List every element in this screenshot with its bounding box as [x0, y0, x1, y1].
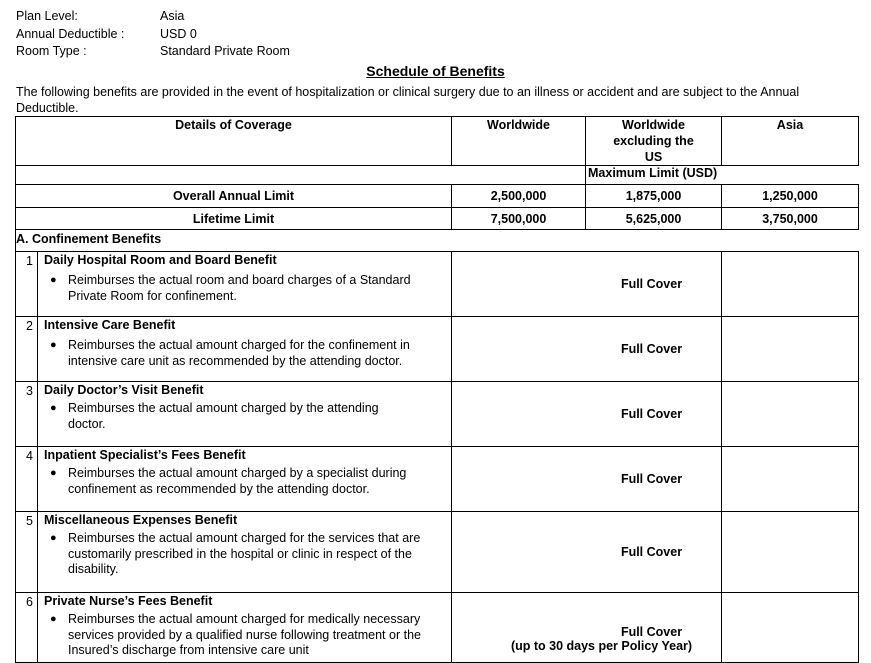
benefit-number: 4 [16, 447, 38, 512]
header-asia: Asia [722, 117, 859, 166]
benefit-cover: Full Cover [620, 625, 683, 639]
document-title: Schedule of Benefits [366, 63, 505, 79]
benefit-name: Private Nurse’s Fees Benefit [44, 594, 213, 608]
benefit-description: Reimburses the actual amount charged for the services that are customarily prescribed in the hospital or clinic in respect of the disability. [68, 531, 421, 576]
benefit-name: Daily Doctor’s Visit Benefit [44, 383, 204, 397]
max-limit-label: Maximum Limit (USD) [588, 166, 718, 180]
header-worldwide-ex-us: Worldwide excluding the US [586, 117, 722, 166]
lifetime-limit-worldwide: 7,500,000 [452, 208, 586, 230]
benefit-cover: Full Cover [452, 252, 722, 317]
table-header-row [16, 117, 859, 166]
benefit-name: Daily Hospital Room and Board Benefit [44, 253, 277, 267]
benefit-number: 3 [16, 382, 38, 447]
plan-level-row [16, 8, 290, 26]
benefit-detail [38, 512, 452, 593]
benefit-description: Reimburses the actual room and board charges of a Standard Private Room for confinement. [68, 273, 411, 303]
benefit-cover-asia [722, 317, 859, 382]
benefit-description: Reimburses the actual amount charged for medically necessary services provided by a qualified nurse following treatment or the Insured’s discharge from intensive care unit [68, 612, 421, 657]
annual-deductible-label: Annual Deductible : [16, 26, 125, 41]
benefit-detail [38, 252, 452, 317]
benefit-detail [38, 593, 452, 663]
table-row [16, 382, 859, 447]
max-limit-row [16, 166, 859, 185]
lifetime-limit-label: Lifetime Limit [16, 208, 452, 230]
benefit-cover-asia [722, 447, 859, 512]
overall-limit-asia: 1,250,000 [722, 185, 859, 208]
benefit-number: 6 [16, 593, 38, 663]
benefits-table [15, 116, 859, 663]
benefit-cover: Full Cover [452, 382, 722, 447]
benefit-number: 5 [16, 512, 38, 593]
lifetime-limit-row [16, 208, 859, 230]
lifetime-limit-ex-us: 5,625,000 [586, 208, 722, 230]
benefit-cover-asia [722, 593, 859, 663]
bullet-icon: ● [50, 274, 57, 286]
intro-paragraph: The following benefits are provided in the event of hospitalization or clinical surgery due to an illness or accident and are subject to the Annual Deductible. [16, 85, 800, 115]
section-row [16, 230, 859, 252]
overall-limit-label: Overall Annual Limit [16, 185, 452, 208]
table-row [16, 593, 859, 663]
overall-limit-ex-us: 1,875,000 [586, 185, 722, 208]
max-limit-spacer [16, 166, 586, 185]
benefit-cover: Full Cover [452, 447, 722, 512]
room-type-label: Room Type : [16, 44, 87, 58]
plan-summary [16, 8, 290, 61]
overall-limit-row [16, 185, 859, 208]
benefit-detail [38, 317, 452, 382]
table-row [16, 252, 859, 317]
benefit-number: 2 [16, 317, 38, 382]
lifetime-limit-asia: 3,750,000 [722, 208, 859, 230]
max-limit-cell [586, 166, 859, 185]
benefit-cover-note: (up to 30 days per Policy Year) [510, 639, 693, 653]
benefit-name: Intensive Care Benefit [44, 318, 176, 332]
bullet-icon: ● [50, 467, 57, 479]
benefit-cover-asia [722, 252, 859, 317]
plan-level-label: Plan Level: [16, 9, 78, 23]
benefit-name: Miscellaneous Expenses Benefit [44, 513, 238, 527]
benefit-name: Inpatient Specialist’s Fees Benefit [44, 448, 246, 462]
plan-level-value: Asia [160, 9, 185, 23]
benefit-description: Reimburses the actual amount charged by the attending doctor. [68, 401, 379, 431]
annual-deductible-value: USD 0 [160, 26, 197, 41]
benefit-cover-cell [452, 593, 722, 663]
benefit-cover-asia [722, 382, 859, 447]
annual-deductible-row [16, 26, 290, 44]
overall-limit-worldwide: 2,500,000 [452, 185, 586, 208]
bullet-icon: ● [50, 402, 57, 414]
benefit-cover: Full Cover [452, 512, 722, 593]
benefit-description: Reimburses the actual amount charged by a specialist during confinement as recommended by the attending doctor. [68, 466, 407, 496]
header-details: Details of Coverage [16, 117, 452, 166]
room-type-row [16, 43, 290, 61]
benefit-description: Reimburses the actual amount charged for the confinement in intensive care unit as recommended by the attending doctor. [68, 338, 410, 368]
header-worldwide: Worldwide [452, 117, 586, 166]
table-row [16, 512, 859, 593]
bullet-icon: ● [50, 613, 57, 625]
benefit-number: 1 [16, 252, 38, 317]
benefit-detail [38, 382, 452, 447]
benefit-detail [38, 447, 452, 512]
benefit-cover-asia [722, 512, 859, 593]
bullet-icon: ● [50, 532, 57, 544]
benefit-cover: Full Cover [452, 317, 722, 382]
bullet-icon: ● [50, 339, 57, 351]
section-heading: A. Confinement Benefits [16, 230, 859, 252]
room-type-value: Standard Private Room [160, 44, 290, 58]
table-row [16, 447, 859, 512]
table-row [16, 317, 859, 382]
